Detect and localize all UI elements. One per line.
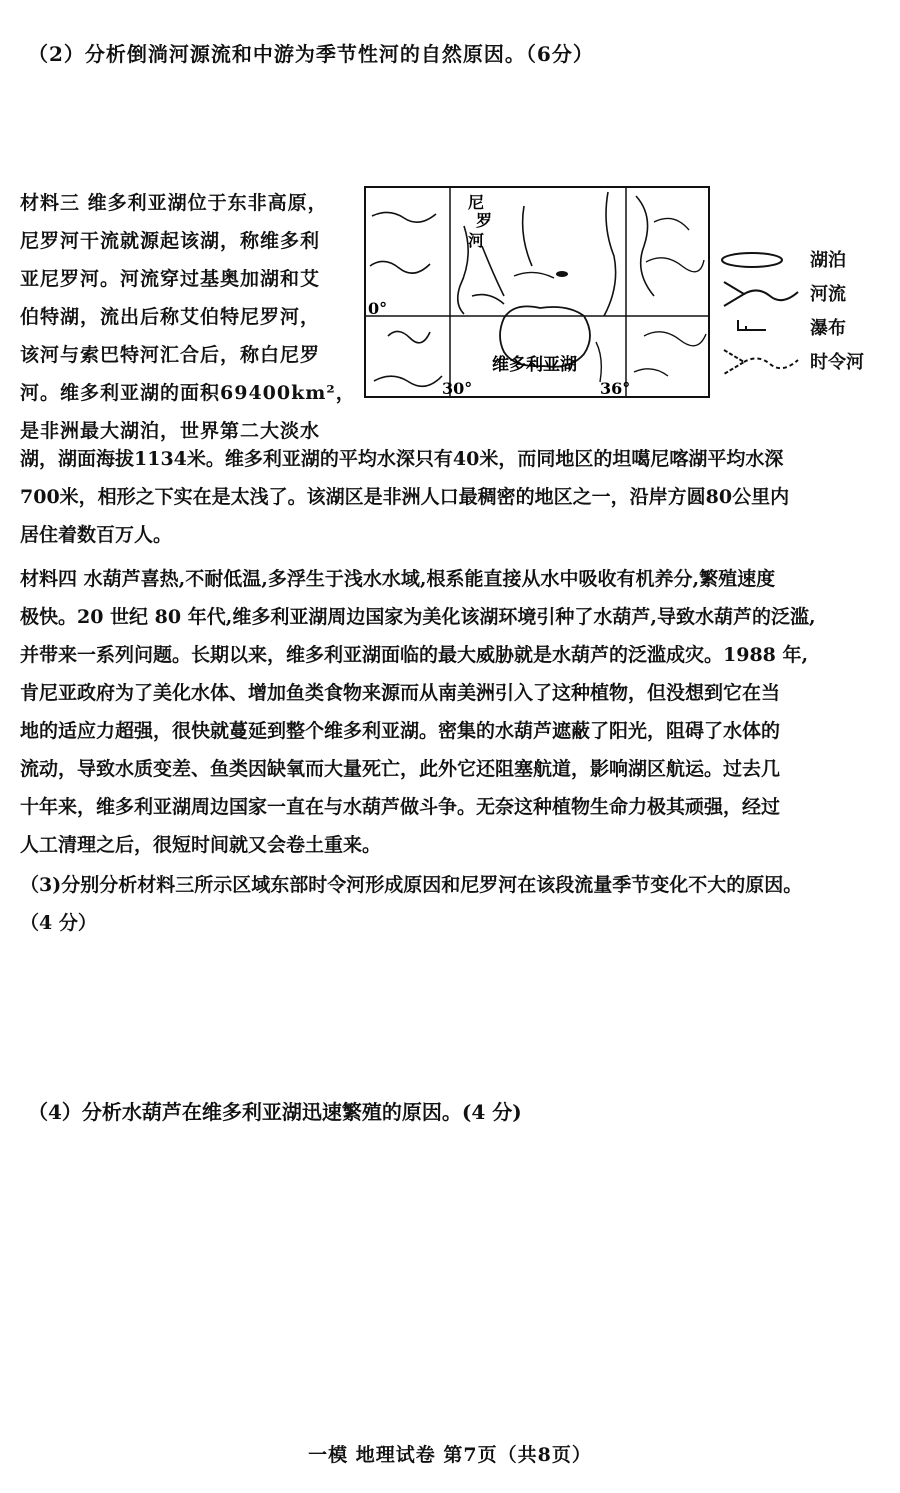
legend-seasonal-river-label: 时令河	[810, 352, 864, 373]
seasonal-river-symbol-icon	[718, 346, 808, 376]
lake-symbol-icon	[718, 244, 798, 274]
material-4-text	[20, 560, 880, 864]
river-path	[388, 331, 430, 342]
river-path	[596, 342, 601, 382]
material-3-line: 是非洲最大湖泊，世界第二大淡水	[20, 420, 321, 442]
seasonal-river	[636, 196, 654, 296]
material-3-line: 亚尼罗河。河流穿过基奥加湖和艾	[20, 268, 321, 290]
river-path	[523, 206, 532, 266]
small-lake	[556, 271, 568, 277]
legend-river-label: 河流	[810, 284, 846, 305]
material-4-line: 材料四 水葫芦喜热,不耐低温,多浮生于浅水水域,根系能直接从水中吸收有机养分,繁殖速度	[20, 568, 776, 590]
legend-waterfall-label: 瀑布	[810, 318, 846, 339]
material-4-line: 并带来一系列问题。长期以来，维多利亚湖面临的最大威胁就是水葫芦的泛滥成灾。1988 年,	[20, 644, 809, 666]
material-4-line: 极快。20 世纪 80 年代,维多利亚湖周边国家为美化该湖环境引种了水葫芦,导致水葫芦的泛滥,	[20, 606, 816, 628]
legend-lake-label: 湖泊	[810, 250, 846, 271]
river-path	[370, 261, 430, 273]
river-path	[482, 246, 504, 296]
seasonal-river	[646, 258, 704, 272]
material-3-continuation	[20, 440, 880, 554]
lake-victoria-map	[364, 186, 710, 398]
river-path	[472, 295, 504, 304]
material-3-line: 尼罗河干流就源起该湖，称维多利	[20, 230, 321, 252]
map-legend	[718, 240, 888, 380]
river-path	[654, 218, 689, 230]
material-4-line: 肯尼亚政府为了美化水体、增加鱼类食物来源而从南美洲引入了这种植物，但没想到它在当	[20, 682, 781, 704]
material-3-line: 河。维多利亚湖的面积69400km²，	[20, 382, 356, 404]
map-label-nile-1: 尼	[468, 193, 485, 212]
question-3	[20, 866, 880, 942]
material-3-line: 材料三 维多利亚湖位于东非高原，	[20, 192, 328, 214]
waterfall-symbol-icon	[718, 312, 808, 342]
question-3-line: （3)分别分析材料三所示区域东部时令河形成原因和尼罗河在该段流量季节变化不大的原因。	[20, 874, 803, 896]
material-3-text	[20, 184, 358, 450]
map-label-lon30: 30°	[442, 379, 473, 398]
legend-seasonal-river	[718, 346, 888, 376]
river-path	[372, 212, 436, 222]
material-4-line: 流动，导致水质变差、鱼类因缺氧而大量死亡，此外它还阻塞航道，影响湖区航运。过去几	[20, 758, 781, 780]
map-label-lat0: 0°	[368, 299, 388, 318]
river-symbol-icon	[718, 278, 808, 308]
legend-river	[718, 278, 888, 308]
material-4-line: 人工清理之后，很短时间就又会卷土重来。	[20, 834, 382, 856]
material-3-line: 该河与索巴特河汇合后，称白尼罗	[20, 344, 321, 366]
material-4-line: 地的适应力超强，很快就蔓延到整个维多利亚湖。密集的水葫芦遮蔽了阳光，阻碍了水体的	[20, 720, 781, 742]
question-2: （2）分析倒淌河源流和中游为季节性河的自然原因。（6分）	[28, 42, 594, 66]
question-4: （4）分析水葫芦在维多利亚湖迅速繁殖的原因。(4 分)	[28, 1100, 522, 1124]
lake-kyoga-shape	[514, 272, 554, 278]
river-path	[634, 369, 668, 376]
material-4-line: 十年来，维多利亚湖周边国家一直在与水葫芦做斗争。无奈这种植物生命力极其顽强，经过	[20, 796, 781, 818]
material-3-line: 伯特湖，流出后称艾伯特尼罗河，	[20, 306, 321, 328]
map-label-nile-3: 河	[468, 231, 485, 250]
legend-waterfall	[718, 312, 888, 342]
map-label-lake: 维多利亚湖	[492, 355, 577, 375]
page-footer: 一模 地理试卷 第7页（共8页）	[308, 1444, 592, 1466]
material-3-line: 居住着数百万人。	[20, 524, 173, 546]
seasonal-river	[644, 332, 706, 346]
map-svg	[364, 186, 710, 398]
river-path	[374, 376, 442, 386]
material-3-line: 700米，相形之下实在是太浅了。该湖区是非洲人口最稠密的地区之一，沿岸方圆80公里内	[20, 486, 790, 508]
seasonal-river	[604, 192, 616, 316]
material-3-line: 湖，湖面海拔1134米。维多利亚湖的平均水深只有40米，而同地区的坦噶尼喀湖平均水深	[20, 448, 784, 470]
nile-river	[458, 226, 468, 314]
map-label-lon36: 36°	[600, 379, 631, 398]
question-3-line: （4 分）	[20, 912, 97, 934]
legend-lake	[718, 244, 888, 274]
map-label-nile-2: 罗	[476, 211, 493, 230]
